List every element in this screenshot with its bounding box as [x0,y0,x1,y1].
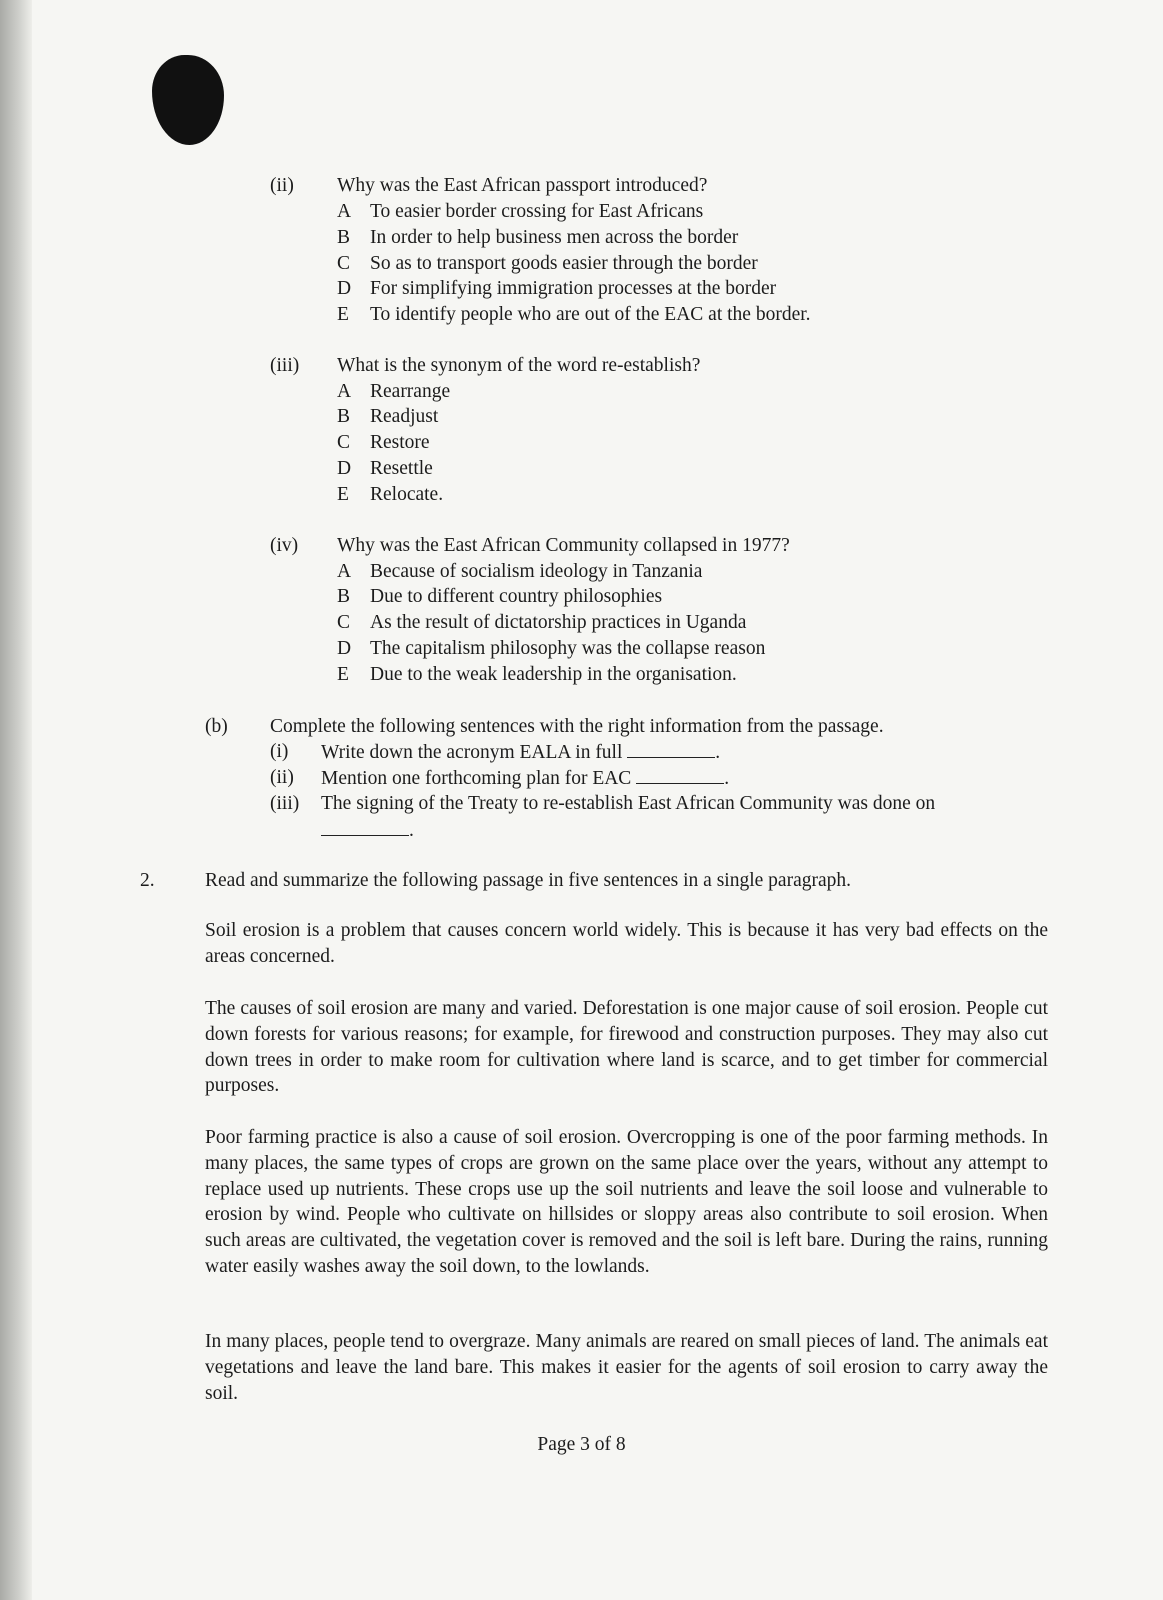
part-instruction: Complete the following sentences with the right information from the passage. [270,716,884,737]
item-text: Write down the acronym EALA in full [321,742,623,763]
question-text: Why was the East African Community collapsed in 1977? [337,535,790,556]
option-text: As the result of dictatorship practices in Uganda [370,612,747,633]
option-letter: B [337,586,351,607]
fill-item: Write down the acronym EALA in full . [321,739,720,766]
option-letter: A [337,201,352,222]
passage-paragraph: Soil erosion is a problem that causes concern world widely. This is because it has very bad effects on the areas concerned. [205,920,1048,967]
page-number: Page 3 of 8 [537,1434,626,1455]
item-number: (iii) [270,793,300,814]
option-letter: B [337,406,351,427]
option-text: To easier border crossing for East Africans [370,201,704,222]
option-text: Due to different country philosophies [370,586,663,607]
item-number: (i) [270,741,289,762]
part-number: (b) [205,716,228,737]
option-text: Due to the weak leadership in the organisation. [370,664,737,685]
option-letter: C [337,612,351,633]
passage-paragraph: In many places, people tend to overgraze. Many animals are reared on small pieces of land. The animals eat vegetations and leave the land bare. This makes it easier for the agents of soil erosion to carry away the soil. [205,1331,1048,1404]
question-number: 2. [140,870,155,891]
item-text: The signing of the Treaty to re-establish East African Community was done on [321,793,936,814]
option-text: So as to transport goods easier through the border [370,253,758,274]
fill-item: . [321,817,414,844]
answer-blank[interactable] [636,765,724,784]
question-number: (iv) [270,535,299,556]
passage-paragraph: The causes of soil erosion are many and varied. Deforestation is one major cause of soil erosion. People cut down forests for various reasons; for example, for firewood and construction purposes. They may also cut down trees in order to make room for cultivation where land is scarce, and to get timber for commercial purposes. [205,998,1048,1097]
item-number: (ii) [270,767,294,788]
answer-blank[interactable] [627,739,715,758]
question-instruction: Read and summarize the following passage in five sentences in a single paragraph. [205,870,851,891]
scan-edge [0,0,32,1600]
option-letter: A [337,561,352,582]
option-text: For simplifying immigration processes at the border [370,278,777,299]
option-letter: D [337,458,352,479]
item-text: Mention one forthcoming plan for EAC [321,768,632,789]
option-text: Readjust [370,406,439,427]
question-text: Why was the East African passport introduced? [337,175,708,196]
option-text: Resettle [370,458,433,479]
option-letter: D [337,278,352,299]
option-letter: E [337,664,349,685]
fill-item: Mention one forthcoming plan for EAC . [321,765,729,792]
option-text: The capitalism philosophy was the collapse reason [370,638,766,659]
ink-blot [152,55,224,145]
option-text: Rearrange [370,381,451,402]
option-letter: C [337,253,351,274]
option-text: Restore [370,432,430,453]
option-text: Because of socialism ideology in Tanzania [370,561,703,582]
question-number: (ii) [270,175,294,196]
option-text: To identify people who are out of the EAC at the border. [370,304,811,325]
option-letter: D [337,638,352,659]
answer-blank[interactable] [321,817,409,836]
passage-paragraph: Poor farming practice is also a cause of soil erosion. Overcropping is one of the poor farming methods. In many places, the same types of crops are grown on the same place over the years, without any attempt to replace used up nutrients. These crops use up the soil nutrients and leave the soil loose and vulnerable to erosion by wind. People who cultivate on hillsides or sloppy areas also contribute to soil erosion. When such areas are cultivated, the vegetation cover is removed and the soil is left bare. During the rains, running water easily washes away the soil down, to the lowlands. [205,1127,1048,1277]
option-letter: C [337,432,351,453]
option-letter: A [337,381,352,402]
option-letter: B [337,227,351,248]
option-text: Relocate. [370,484,444,505]
option-letter: E [337,484,349,505]
question-text: What is the synonym of the word re-establish? [337,355,701,376]
option-text: In order to help business men across the border [370,227,739,248]
option-letter: E [337,304,349,325]
question-number: (iii) [270,355,300,376]
